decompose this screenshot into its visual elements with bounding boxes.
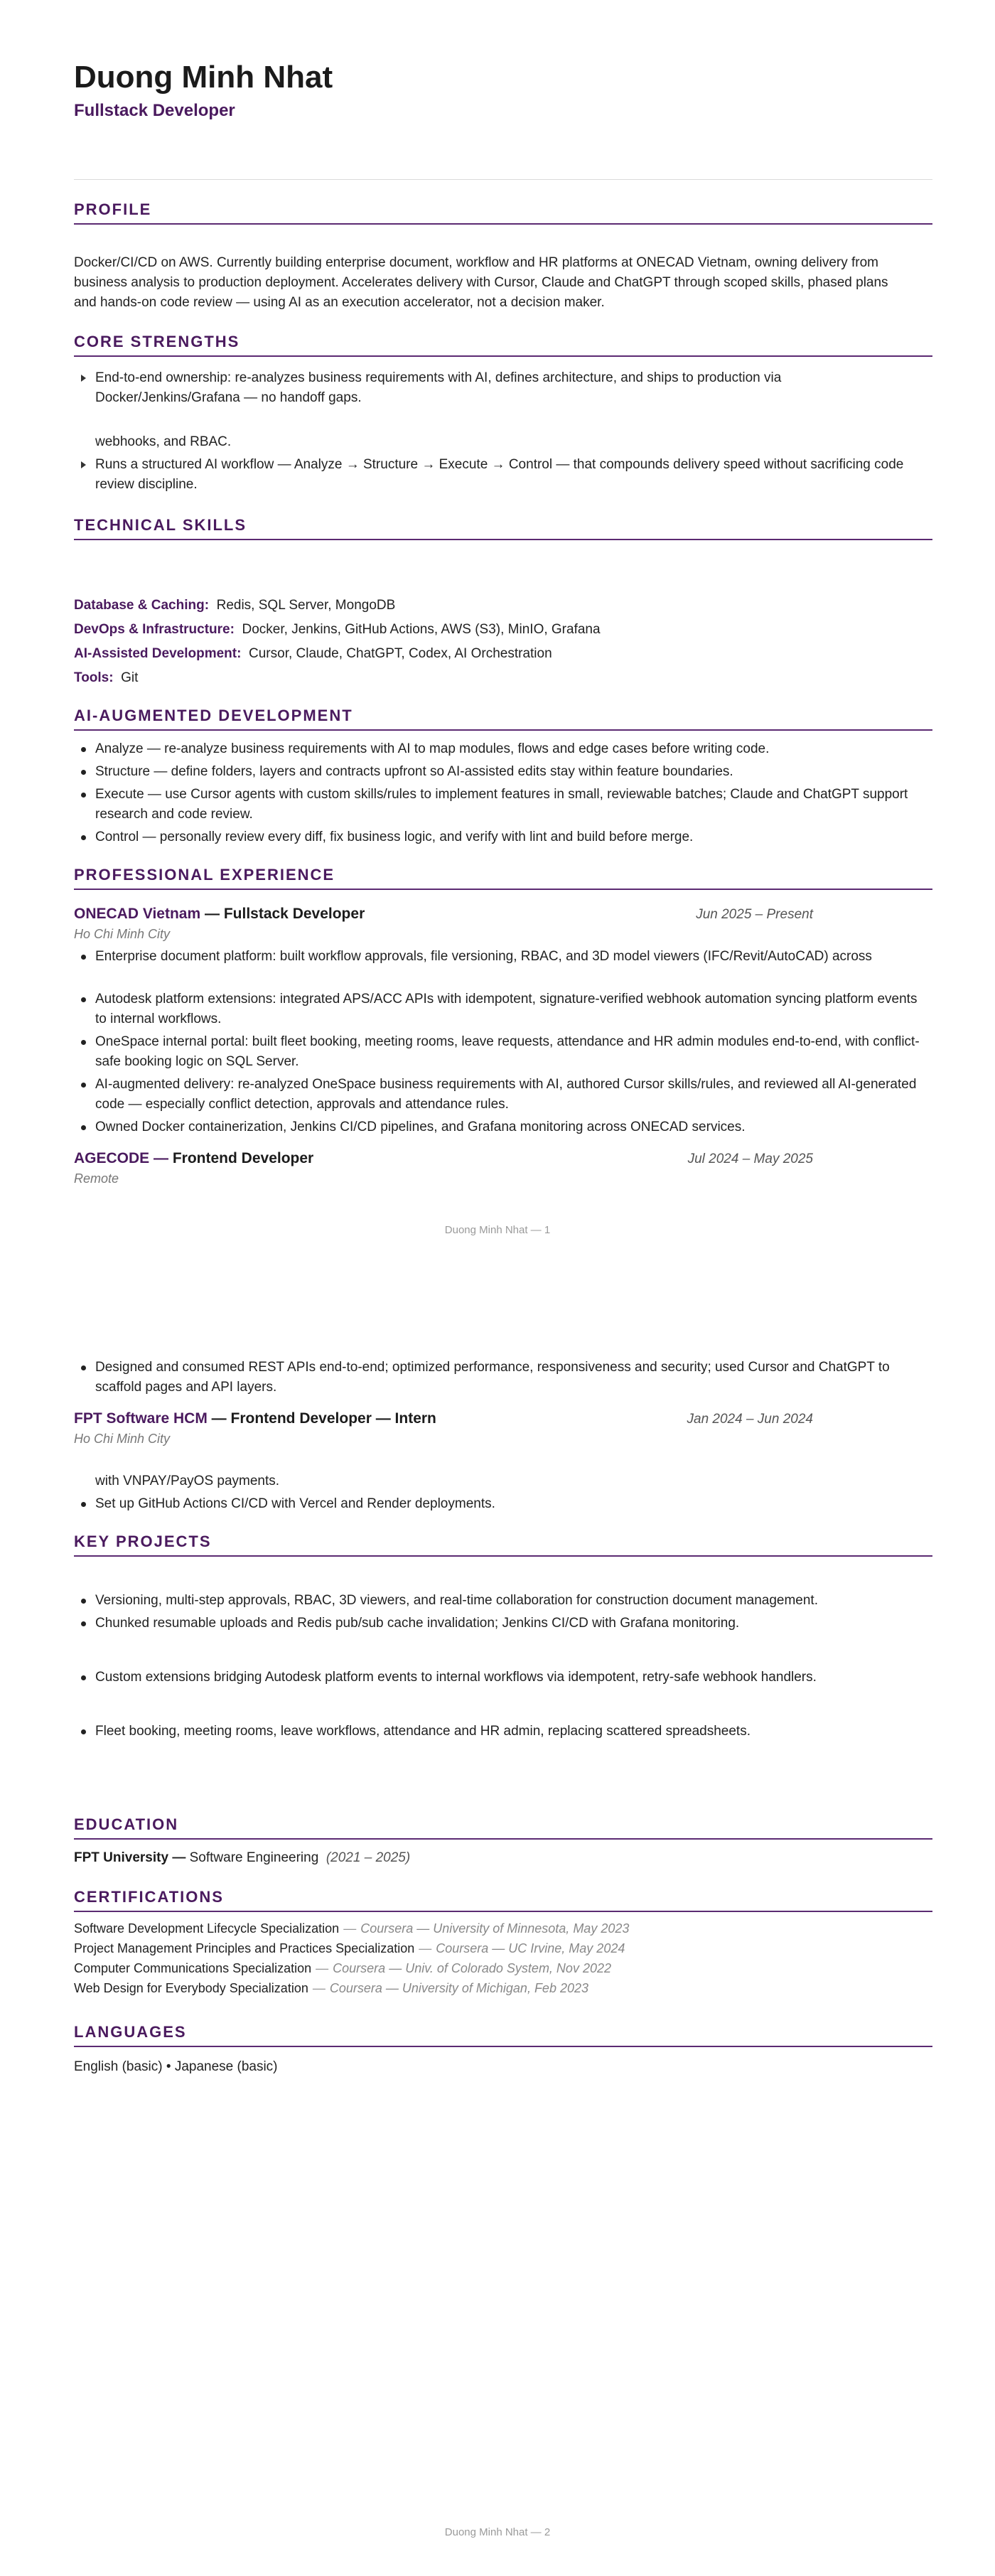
job-role: — Fullstack Developer [200,906,365,922]
job-location: Ho Chi Minh City [74,1432,171,1446]
skill-row-database [74,596,395,616]
section-divider [74,223,932,225]
skill-row-ai [74,644,552,664]
job-location: Remote [74,1171,119,1186]
section-divider [74,889,932,890]
certification-item [74,1919,629,1938]
list-item: Designed and consumed REST APIs end-to-end; optimized performance, responsiveness and security; used Cursor and ChatGPT to scaffold pages and API layers. [74,1358,927,1397]
skill-value: Cursor, Claude, ChatGPT, Codex, AI Orchestration [249,646,552,661]
job-bullet-fragment: with VNPAY/PayOS payments. [95,1474,280,1488]
job-bullets-cont [74,989,927,1140]
education-years: (2021 – 2025) [326,1850,411,1865]
job-date: Jun 2025 – Present [696,907,813,922]
section-title-education: EDUCATION [74,1815,179,1833]
section-divider [74,355,932,357]
certification-name: Computer Communications Specialization [74,1961,312,1975]
job-bullets [74,947,927,970]
section-title-experience: PROFESSIONAL EXPERIENCE [74,866,335,884]
header-divider [74,179,932,180]
skill-row-devops [74,620,601,640]
skill-value: Git [121,670,139,685]
section-title-core-strengths: CORE STRENGTHS [74,333,240,350]
list-item: Control — personally review every diff, fix business logic, and verify with lint and build before merge. [74,827,927,847]
section-title-ai-augmented: AI-AUGMENTED DEVELOPMENT [74,707,353,724]
list-item: End-to-end ownership: re-analyzes business requirements with AI, defines architecture, and ships to production via Docker/Jenkins/Grafana — no handoff gaps. [74,368,927,408]
job-bullets [74,1358,927,1400]
certification-name: Project Management Principles and Practices Specialization [74,1941,415,1955]
job-heading-onecad [74,906,365,923]
certification-dash: — [312,1981,326,1995]
education-entry [74,1848,410,1868]
section-divider [74,1911,932,1912]
list-item: Autodesk platform extensions: integrated APS/ACC APIs with idempotent, signature-verified webhook automation syncing platform events to internal workflows. [74,989,927,1029]
list-item: Analyze — re-analyze business requirements with AI to map modules, flows and edge cases before writing code. [74,739,927,759]
skill-label: Tools: [74,670,114,685]
list-item: Fleet booking, meeting rooms, leave workflows, attendance and HR admin, replacing scattered spreadsheets. [74,1722,927,1742]
education-major: Software Engineering [189,1850,319,1865]
languages-text: English (basic) • Japanese (basic) [74,2059,278,2074]
certification-item [74,1959,611,1977]
ai-workflow-list [74,739,927,850]
section-divider [74,729,932,731]
list-item: Structure — define folders, layers and contracts upfront so AI-assisted edits stay within feature boundaries. [74,762,927,782]
list-item: Versioning, multi-step approvals, RBAC, 3D viewers, and real-time collaboration for construction document management. [74,1591,927,1611]
skill-label: AI-Assisted Development: [74,646,242,661]
page-footer: Duong Minh Nhat — 2 [444,2526,551,2538]
certification-name: Web Design for Everybody Specialization [74,1981,308,1995]
project-list-cont [74,1668,927,1690]
job-org: AGECODE — [74,1150,169,1166]
job-heading-agecode [74,1150,313,1167]
certification-name: Software Development Lifecycle Specialization [74,1921,340,1936]
section-title-profile: PROFILE [74,200,152,218]
list-item: Enterprise document platform: built workflow approvals, file versioning, RBAC, and 3D model viewers (IFC/Revit/AutoCAD) across [74,947,927,967]
list-item: Execute — use Cursor agents with custom skills/rules to implement features in small, reviewable batches; Claude and ChatGPT support research and code review. [74,785,927,825]
section-title-certifications: CERTIFICATIONS [74,1888,224,1906]
list-item: OneSpace internal portal: built fleet booking, meeting rooms, leave requests, attendance and HR admin modules end-to-end, with conflict-safe booking logic on SQL Server. [74,1032,927,1072]
list-item: Runs a structured AI workflow — Analyze → Structure → Execute → Control — that compounds delivery speed without sacrificing code review discipline. [74,455,927,495]
list-item: Custom extensions bridging Autodesk platform events to internal workflows via idempotent, retry-safe webhook handlers. [74,1668,927,1687]
section-title-technical-skills: TECHNICAL SKILLS [74,516,247,534]
candidate-title: Fullstack Developer [74,101,235,120]
skill-label: DevOps & Infrastructure: [74,622,235,637]
job-bullets [74,1494,927,1517]
job-org: FPT Software HCM [74,1410,208,1427]
profile-text: Docker/CI/CD on AWS. Currently building enterprise document, workflow and HR platforms at ONECAD Vietnam, owning delivery from business analysis to production deployment. Accelerates delivery with Cursor, Claude and ChatGPT through scoped skills, phased plans and hands-on code review — using AI as an execution accelerator, not a decision maker. [74,255,888,310]
certification-dash: — [316,1961,329,1975]
job-date: Jan 2024 – Jun 2024 [687,1412,813,1427]
certification-item [74,1979,588,1997]
section-divider [74,2046,932,2047]
section-divider [74,1555,932,1557]
section-title-key-projects: KEY PROJECTS [74,1533,212,1550]
job-location: Ho Chi Minh City [74,927,171,941]
page-footer: Duong Minh Nhat — 1 [444,1224,551,1236]
list-item: AI-augmented delivery: re-analyzed OneSpace business requirements with AI, authored Cursor skills/rules, and reviewed all AI-generated code — especially conflict detection, approvals and attendance rules. [74,1075,927,1115]
candidate-name: Duong Minh Nhat [74,60,333,95]
list-item: Set up GitHub Actions CI/CD with Vercel and Render deployments. [74,1494,927,1514]
job-date: Jul 2024 – May 2025 [687,1152,813,1166]
job-role: — Frontend Developer — Intern [207,1410,436,1427]
project-list-cont [74,1722,927,1744]
education-school: FPT University — [74,1850,186,1865]
section-divider [74,539,932,540]
skill-label: Database & Caching: [74,598,210,613]
certification-item [74,1939,625,1958]
certification-issuer: Coursera — Univ. of Colorado System, Nov 2022 [333,1961,611,1975]
job-heading-fpt [74,1410,436,1427]
certification-issuer: Coursera — University of Michigan, Feb 2023 [329,1981,589,1995]
section-divider [74,1838,932,1840]
certification-dash: — [343,1921,357,1936]
skill-value: Redis, SQL Server, MongoDB [216,598,396,613]
core-strengths-list-cont [74,455,927,498]
project-list [74,1591,927,1636]
job-org: ONECAD Vietnam [74,906,201,922]
skill-row-tools [74,668,138,688]
section-title-languages: LANGUAGES [74,2023,187,2041]
certification-dash: — [419,1941,432,1955]
list-item: Owned Docker containerization, Jenkins CI/CD pipelines, and Grafana monitoring across ONECAD services. [74,1117,927,1137]
list-item: Chunked resumable uploads and Redis pub/sub cache invalidation; Jenkins CI/CD with Grafana monitoring. [74,1614,927,1633]
core-strength-fragment: webhooks, and RBAC. [95,434,232,449]
certification-issuer: Coursera — UC Irvine, May 2024 [436,1941,625,1955]
job-role: Frontend Developer [168,1150,314,1166]
core-strengths-list [74,368,927,411]
skill-value: Docker, Jenkins, GitHub Actions, AWS (S3), MinIO, Grafana [242,622,601,637]
certification-issuer: Coursera — University of Minnesota, May 2023 [360,1921,630,1936]
